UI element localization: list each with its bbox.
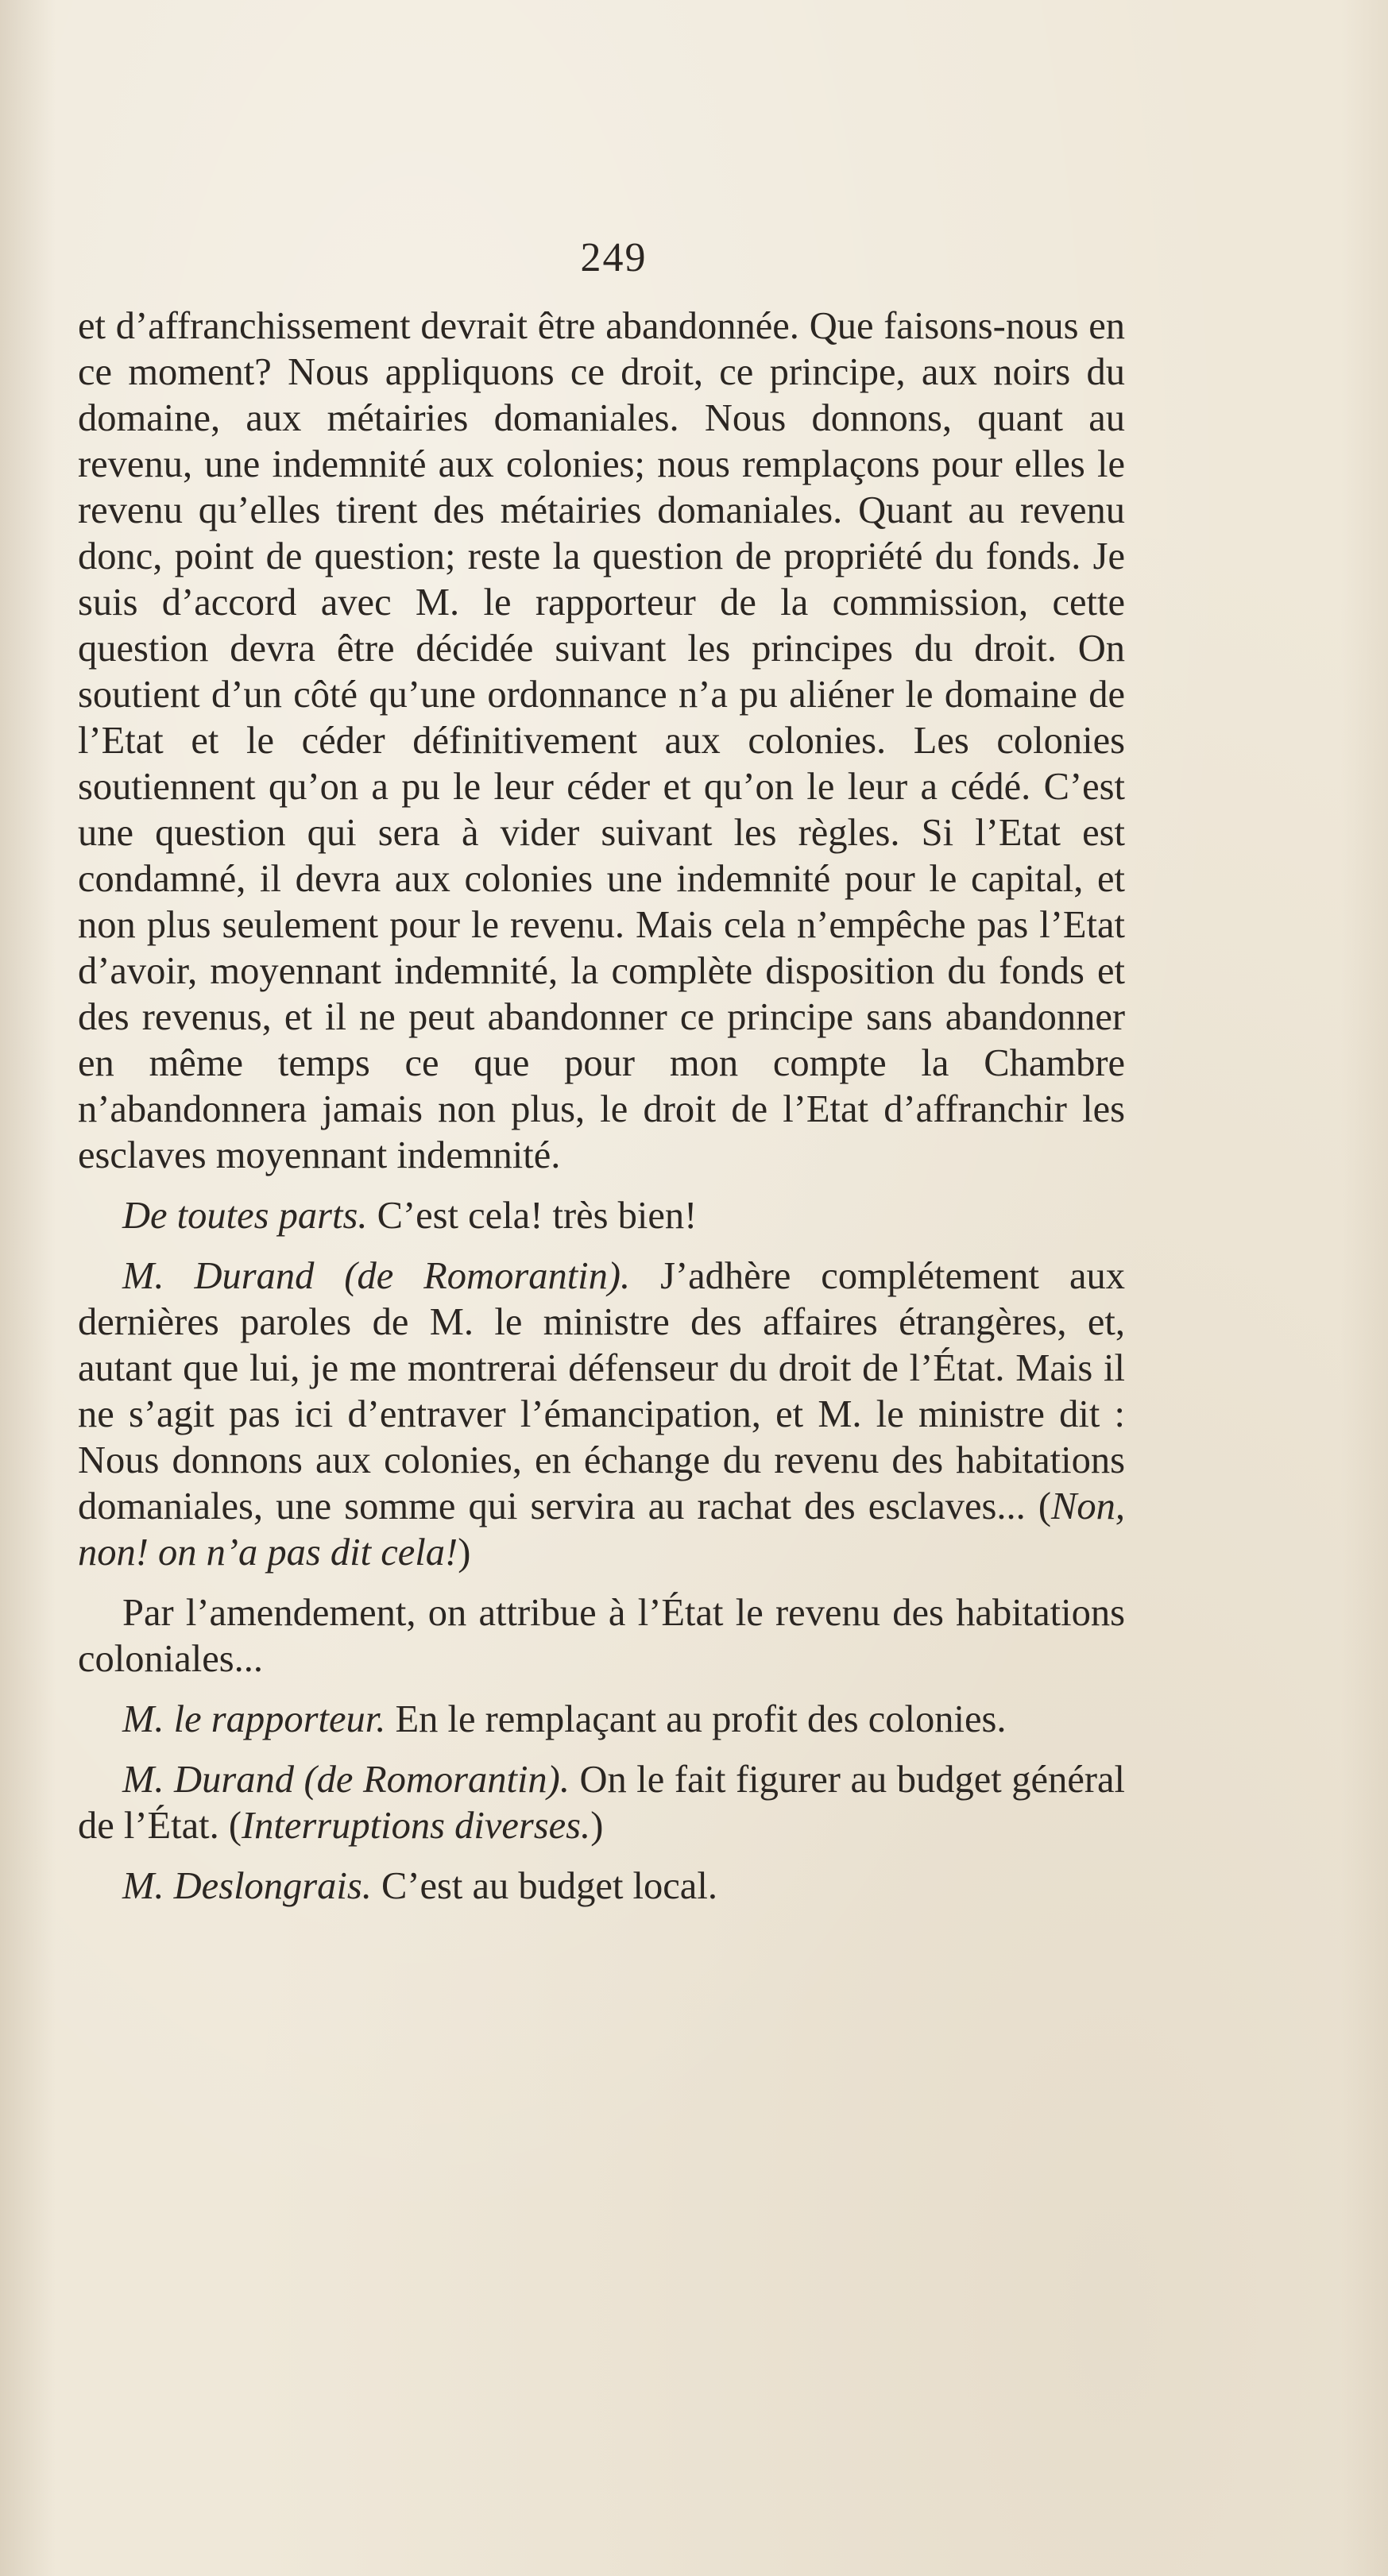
speaker-name: M. Durand (de Romorantin). — [122, 1759, 570, 1801]
paragraph-rapporteur — [78, 1697, 1125, 1743]
paragraph-deslongrais — [78, 1863, 1125, 1910]
page-number: 249 — [580, 235, 648, 280]
paragraph-text: C’est au budget local. — [371, 1865, 717, 1907]
paragraph-text: En le remplaçant au profit des colonies. — [385, 1698, 1007, 1740]
paragraph-text: On le fait figurer au budget général de l’État. ( — [78, 1759, 1126, 1847]
paragraph-text: C’est cela! très bien! — [367, 1195, 698, 1237]
speaker-name: M. Durand (de Romorantin). — [122, 1255, 631, 1297]
paragraph-continuation — [78, 303, 1125, 1179]
paragraph-amendment — [78, 1590, 1125, 1682]
paragraph-text: J’adhère complétement aux dernières paroles de M. le ministre des affaires étrangères, et, autant que lui, je me montrerai défenseur du droit de l’État. Mais il ne s’agit pas ici d’entraver l’émancipation, et M. le ministre dit : Nous donnons aux colonies, en échange du revenu des habitations domaniales, une somme qui servira au rachat des esclaves... ( — [78, 1255, 1125, 1527]
body-text — [78, 303, 1125, 1910]
speaker-name: M. le rapporteur. — [122, 1698, 386, 1740]
speaker-name: De toutes parts. — [122, 1195, 368, 1237]
closing-paren: ) — [590, 1805, 604, 1847]
interjection: Non, non! on n’a pas dit cela! — [78, 1485, 1125, 1574]
paragraph-durand-speech — [78, 1253, 1125, 1576]
paragraph-acclamation — [78, 1193, 1125, 1239]
paragraph-durand-budget — [78, 1757, 1125, 1849]
paragraph-text: Par l’amendement, on attribue à l’État le revenu des habitations coloniales... — [78, 1592, 1125, 1680]
paragraph-text: et d’affranchissement devrait être abandonnée. Que faisons-nous en ce moment? Nous appliquons ce droit, ce principe, aux noirs du domaine, aux métairies domaniales. Nous donnons, quant au revenu, une indemnité aux colonies; nous remplaçons pour elles le revenu qu’elles tirent des métairies domaniales. Quant au revenu donc, point de question; reste la question de propriété du fonds. Je suis d’accord avec M. le rapporteur de la commission, cette question devra être décidée suivant les principes du droit. On soutient d’un côté qu’une ordonnance n’a pu aliéner le domaine de l’Etat et le céder définitivement aux colonies. Les colonies soutiennent qu’on a pu le leur céder et qu’on le leur a cédé. C’est une question qui sera à vider suivant les règles. Si l’Etat est condamné, il devra aux colonies une indemnité pour le capital, et non plus seulement pour le revenu. Mais cela n’empêche pas l’Etat d’avoir, moyennant indemnité, la complète disposition du fonds et des revenus, et il ne peut abandonner ce principe sans abandonner en même temps ce que pour mon compte la Chambre n’abandonnera jamais non plus, le droit de l’Etat d’affranchir les esclaves moyennant indemnité. — [78, 305, 1125, 1176]
closing-paren: ) — [458, 1531, 471, 1574]
speaker-name: M. Deslongrais. — [122, 1865, 372, 1907]
interjection: Interruptions diverses. — [242, 1805, 591, 1847]
